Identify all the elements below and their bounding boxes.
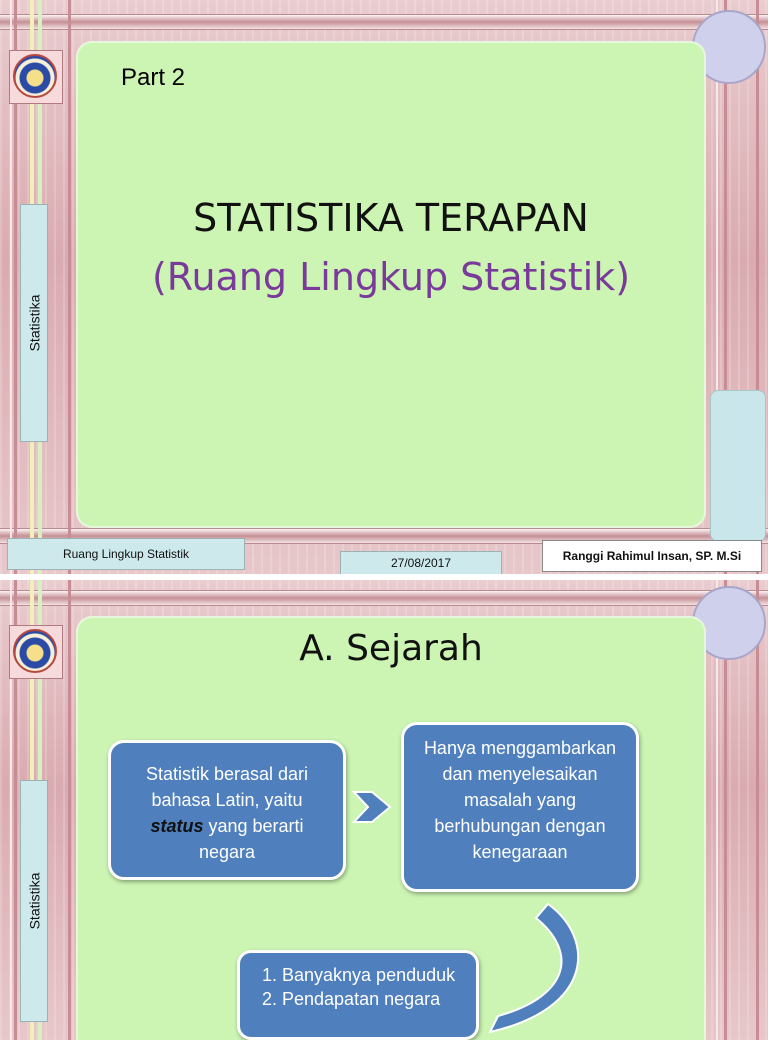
- frame-bar-top: [0, 590, 768, 606]
- box-origin-text: Statistik berasal dari bahasa Latin, yaitu: [145, 764, 309, 810]
- footer-author: Ranggi Rahimul Insan, SP. M.Si: [542, 540, 762, 572]
- footer-topic: Ruang Lingkup Statistik: [7, 538, 245, 570]
- box-origin-text-after: yang berarti negara: [198, 816, 304, 862]
- chevron-arrow-icon: [352, 788, 394, 826]
- curved-arrow-icon: [470, 898, 610, 1038]
- side-label-box: [20, 780, 48, 1022]
- list-item: 2. Pendapatan negara: [282, 987, 466, 1011]
- box-origin: [108, 740, 346, 880]
- box-meaning: Hanya menggambarkan dan menyelesaikan masalah yang berhubungan dengan kenegaraan: [401, 722, 639, 892]
- list-box: [237, 950, 479, 1040]
- slide-title-text: STATISTIKA TERAPAN: [193, 196, 589, 240]
- part-label: Part 2: [121, 64, 186, 91]
- slide-sejarah: [0, 580, 768, 1040]
- logo-emblem: [13, 54, 57, 98]
- section-title: A. Sejarah: [299, 628, 483, 669]
- slide-subtitle-text: (Ruang Lingkup Statistik): [151, 255, 631, 299]
- frame-stripe: [68, 0, 71, 574]
- footer-date: 27/08/2017: [340, 551, 502, 574]
- side-label: Statistika: [26, 294, 42, 352]
- side-label-box: [20, 204, 48, 442]
- decor-right-tab: [710, 390, 766, 542]
- side-label: Statistika: [26, 872, 42, 930]
- frame-stripe: [756, 580, 759, 1040]
- list-item: 1. Banyaknya penduduk: [282, 963, 466, 987]
- box-origin-emphasis: status: [150, 816, 204, 836]
- frame-stripe: [68, 580, 71, 1040]
- frame-bar-top: [0, 14, 768, 30]
- logo-emblem: [13, 629, 57, 673]
